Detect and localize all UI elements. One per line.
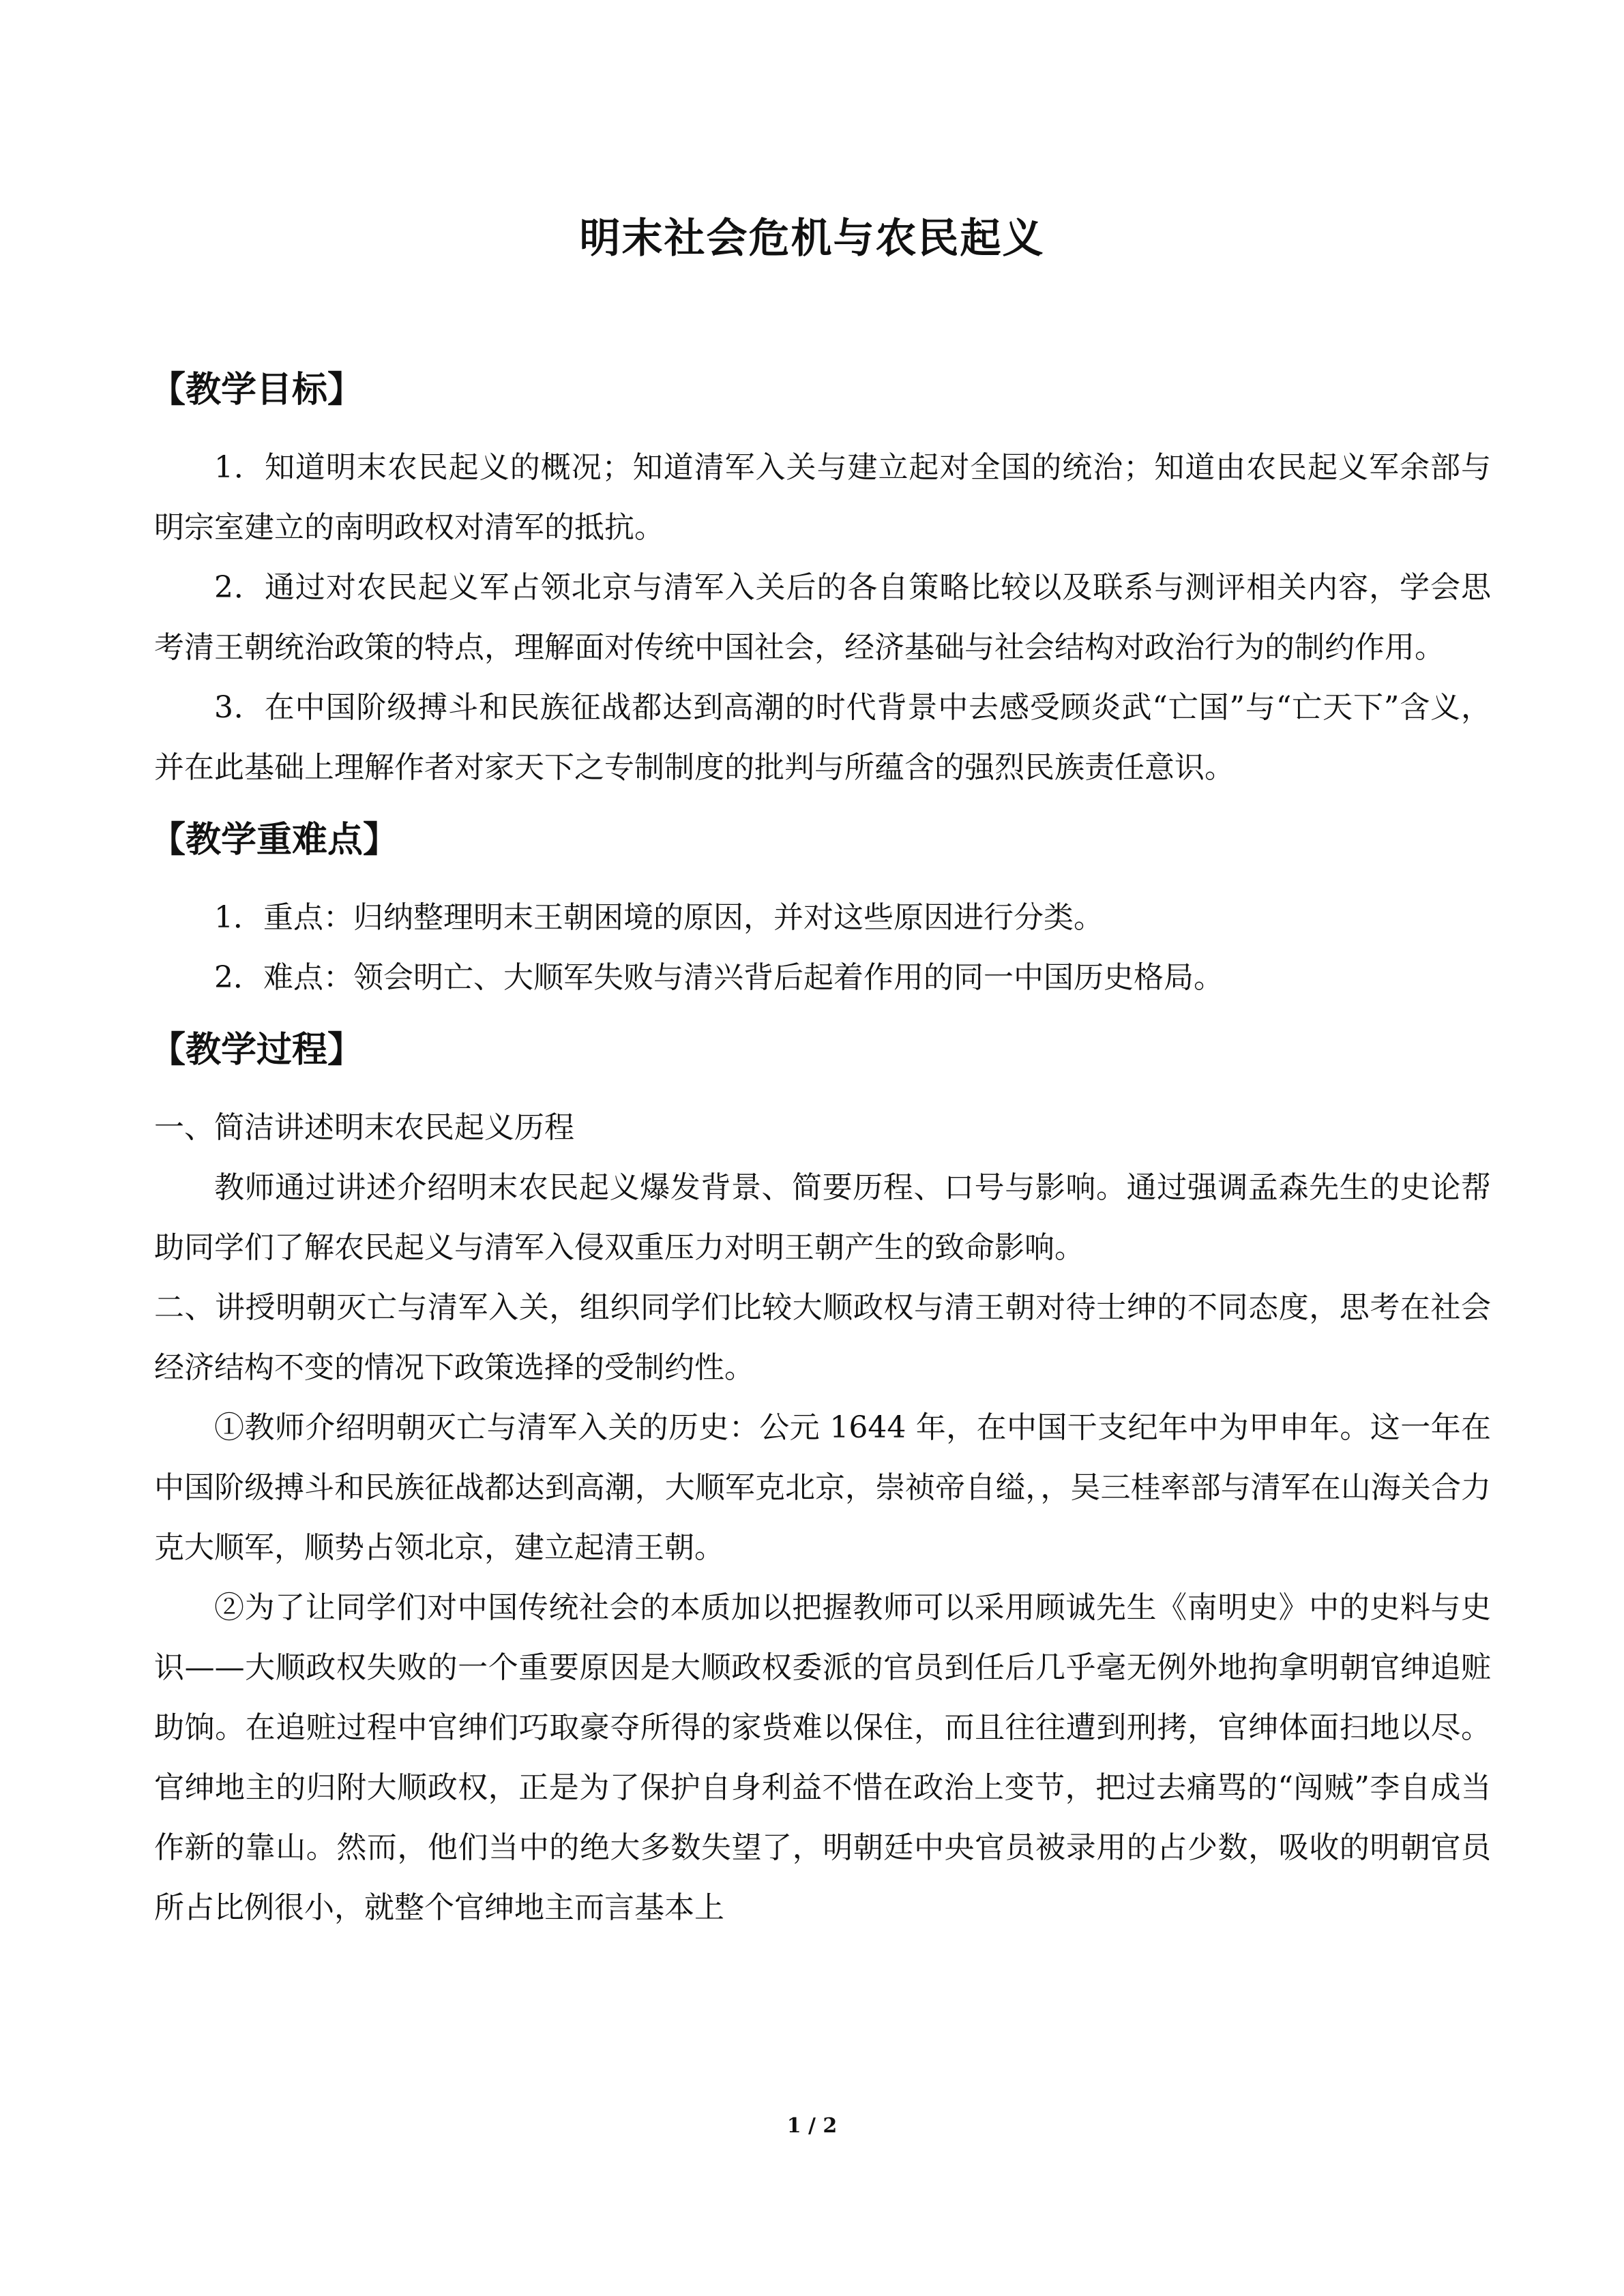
goal-item-3: 3．在中国阶级搏斗和民族征战都达到高潮的时代背景中去感受顾炎武“亡国”与“亡天下”含义，并在此基础上理解作者对家天下之专制制度的批判与所蕴含的强烈民族责任意识。 — [154, 690, 1491, 785]
goal-item-1: 1．知道明末农民起义的概况；知道清军入关与建立起对全国的统治；知道由农民起义军余部与明宗室建立的南明政权对清军的抵抗。 — [154, 450, 1491, 545]
section-heading-keypoints: 【教学重难点】 — [150, 820, 399, 861]
section-heading-process: 【教学过程】 — [150, 1030, 364, 1071]
document-title: 明末社会危机与农民起义 — [579, 215, 1045, 263]
process-part2-item1: ①教师介绍明朝灭亡与清军入关的历史：公元 1644 年，在中国干支纪年中为甲申年。这一年在中国阶级搏斗和民族征战都达到高潮，大顺军克北京，崇祯帝自缢，，吴三桂率部与清军在山海关合力克大顺军，顺势占领北京，建立起清王朝。 — [154, 1410, 1491, 1565]
process-part1-title: 一、简洁讲述明末农民起义历程 — [154, 1110, 574, 1145]
section-heading-goals: 【教学目标】 — [150, 370, 364, 411]
goal-item-2: 2．通过对农民起义军占领北京与清军入关后的各自策略比较以及联系与测评相关内容，学会思考清王朝统治政策的特点，理解面对传统中国社会，经济基础与社会结构对政治行为的制约作用。 — [154, 570, 1491, 665]
keypoint-item-1: 1．重点：归纳整理明末王朝困境的原因，并对这些原因进行分类。 — [214, 900, 1104, 935]
process-part1-body: 教师通过讲述介绍明末农民起义爆发背景、简要历程、口号与影响。通过强调孟森先生的史论帮助同学们了解农民起义与清军入侵双重压力对明王朝产生的致命影响。 — [154, 1170, 1491, 1265]
document-body — [150, 348, 1491, 1938]
process-part2-title: 二、讲授明朝灭亡与清军入关，组织同学们比较大顺政权与清王朝对待士绅的不同态度，思考在社会经济结构不变的情况下政策选择的受制约性。 — [154, 1290, 1491, 1385]
page-number: 1 / 2 — [786, 2114, 838, 2138]
process-part2-item2: ②为了让同学们对中国传统社会的本质加以把握教师可以采用顾诚先生《南明史》中的史料与史识——大顺政权失败的一个重要原因是大顺政权委派的官员到任后几乎毫无例外地拘拿明朝官绅追赃助饷。在追赃过程中官绅们巧取豪夺所得的家赀难以保住，而且往往遭到刑拷，官绅体面扫地以尽。官绅地主的归附大顺政权，正是为了保护自身利益不惜在政治上变节，把过去痛骂的“闯贼”李自成当作新的靠山。然而，他们当中的绝大多数失望了，明朝廷中央官员被录用的占少数，吸收的明朝官员所占比例很小，就整个官绅地主而言基本上 — [154, 1590, 1491, 1925]
keypoint-item-2: 2．难点：领会明亡、大顺军失败与清兴背后起着作用的同一中国历史格局。 — [214, 960, 1224, 995]
